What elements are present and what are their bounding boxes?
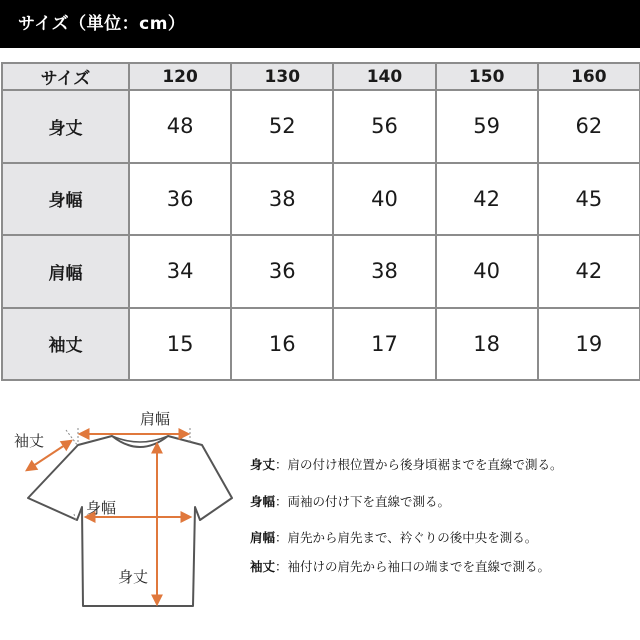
row-label: 身幅	[2, 163, 129, 236]
note-term: 肩幅	[250, 530, 276, 545]
note-description: 肩先から肩先まで、衿ぐりの後中央を測る。	[287, 530, 538, 545]
note-separator: ：	[275, 457, 288, 472]
table-cell: 38	[333, 235, 435, 308]
table-header-row	[2, 63, 640, 90]
table-cell: 38	[231, 163, 333, 236]
note-separator: ：	[275, 530, 288, 545]
note-term: 身幅	[250, 494, 276, 509]
table-cell: 34	[129, 235, 231, 308]
table-cell: 19	[538, 308, 640, 381]
table-cell: 36	[231, 235, 333, 308]
row-label: 肩幅	[2, 235, 129, 308]
row-label: 袖丈	[2, 308, 129, 381]
size-header: 130	[231, 63, 333, 90]
size-table	[1, 62, 640, 381]
note-separator: ：	[275, 559, 288, 574]
note-description: 両袖の付け下を直線で測る。	[287, 494, 451, 509]
tshirt-diagram-svg	[0, 390, 240, 630]
size-header: 160	[538, 63, 640, 90]
note-separator: ：	[275, 494, 288, 509]
note-chest-width	[250, 492, 450, 510]
table-cell: 62	[538, 90, 640, 163]
note-term: 身丈	[250, 457, 276, 472]
table-cell: 59	[436, 90, 538, 163]
note-description: 袖付けの肩先から袖口の端までを直線で測る。	[287, 559, 551, 574]
size-header: 120	[129, 63, 231, 90]
table-cell: 48	[129, 90, 231, 163]
table-cell: 36	[129, 163, 231, 236]
page-title: サイズ（単位：cm）	[0, 0, 640, 48]
table-cell: 45	[538, 163, 640, 236]
note-body-length	[250, 455, 563, 473]
corner-label: サイズ	[2, 63, 129, 90]
note-term: 袖丈	[250, 559, 276, 574]
table-cell: 17	[333, 308, 435, 381]
table-cell: 56	[333, 90, 435, 163]
note-description: 肩の付け根位置から後身頃裾までを直線で測る。	[287, 457, 563, 472]
table-cell: 16	[231, 308, 333, 381]
table-row	[2, 90, 640, 163]
table-cell: 42	[538, 235, 640, 308]
diagram-label-length: 身丈	[118, 568, 149, 586]
table-cell: 18	[436, 308, 538, 381]
size-header: 150	[436, 63, 538, 90]
table-row	[2, 163, 640, 236]
table-row	[2, 235, 640, 308]
diagram-label-sleeve: 袖丈	[14, 432, 45, 450]
table-row	[2, 308, 640, 381]
row-label: 身丈	[2, 90, 129, 163]
size-header: 140	[333, 63, 435, 90]
diagram-label-chest: 身幅	[86, 499, 117, 517]
note-sleeve-length	[250, 557, 550, 575]
tshirt-measurement-diagram	[0, 390, 240, 630]
diagram-label-shoulder: 肩幅	[140, 410, 171, 428]
table-cell: 52	[231, 90, 333, 163]
table-cell: 40	[333, 163, 435, 236]
table-cell: 42	[436, 163, 538, 236]
note-shoulder-width	[250, 528, 537, 546]
table-cell: 40	[436, 235, 538, 308]
table-cell: 15	[129, 308, 231, 381]
